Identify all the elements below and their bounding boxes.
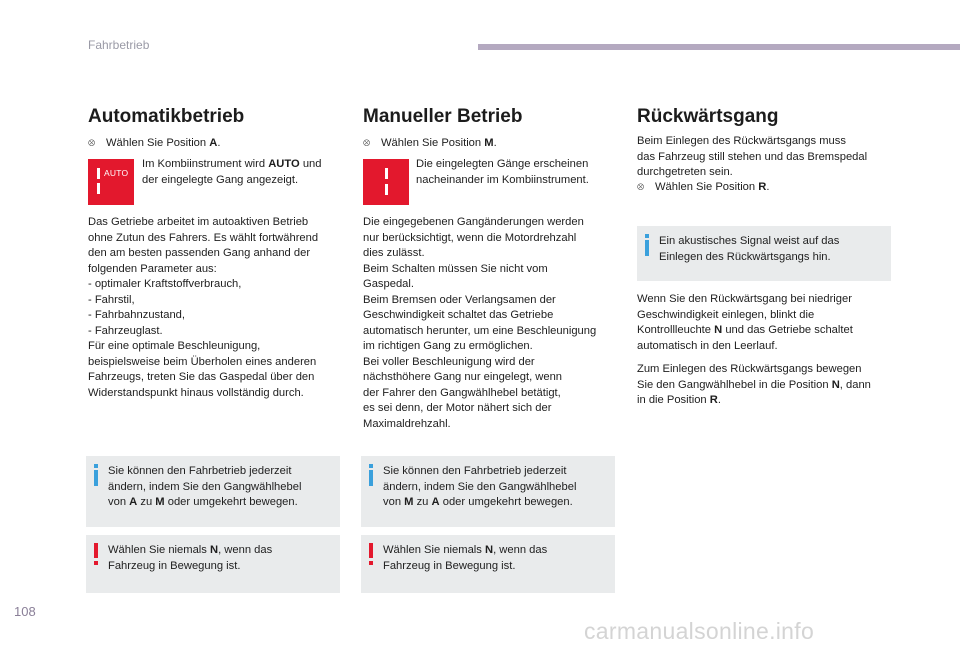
warning-icon (94, 543, 99, 565)
watermark: carmanualsonline.info (584, 618, 815, 644)
info-icon (369, 464, 374, 486)
info-icon (645, 234, 650, 256)
warning-box-col2: Wählen Sie niemals N, wenn das Fahrzeug in Bewegung ist. (361, 535, 615, 593)
auto-body-text: Das Getriebe arbeitet im autoaktiven Betrieb ohne Zutun des Fahrers. Es wählt fortwährend den am besten passenden Gang anhand der folgenden Parameter aus: - optimaler Kraftstoffverbrauch, - Fahrstil, - Fahrbahnzustand, - Fahrzeuglast. Für eine optimale Beschleunigung, beispielsweise beim Überholen eines anderen Fahrzeugs, treten Sie das Gaspedal über den Widerstandspunkt hinaus vollständig durch. (88, 216, 319, 399)
square-bullet-icon: ⮾ (88, 138, 96, 148)
manual-body-text: Die eingegebenen Gangänderungen werden nur berücksichtigt, wenn die Motordrehzahl dies zulässt. Beim Schalten müssen Sie nicht vom Gaspedal. Beim Bremsen oder Verlangsamen der Geschwindigkeit schaltet das Getriebe automatisch herunter, um eine Beschleunigung im richtigen Gang zu ermöglichen. Bei voller Beschleunigung wird der nächsthöhere Gang nur eingelegt, wenn der Fahrer den Gangwählhebel betätigt, es sei denn, der Motor nähert sich der Maximaldrehzahl. (363, 216, 597, 430)
bullet-position-m: ⮾ Wählen Sie Position M. (363, 136, 497, 152)
square-bullet-icon: ⮾ (637, 182, 645, 192)
bullet-position-a: ⮾ Wählen Sie Position A. (88, 136, 220, 152)
warning-box-col1: Wählen Sie niemals N, wenn das Fahrzeug in Bewegung ist. (86, 535, 340, 593)
header-bar (478, 44, 960, 50)
manual-indicator-icon (363, 159, 409, 205)
auto-indicator-text: Im Kombiinstrument wird AUTO und der eingelegte Gang angezeigt. (142, 158, 322, 186)
manual-indicator-text: Die eingelegten Gänge erscheinen nacheinander im Kombiinstrument. (416, 158, 589, 186)
info-icon (94, 464, 99, 486)
info-box-col1: Sie können den Fahrbetrieb jederzeit ändern, indem Sie den Gangwählhebel von A zu M oder umgekehrt bewegen. (86, 456, 340, 527)
section-header: Fahrbetrieb (88, 38, 150, 52)
title-rueckwaertsgang: Rückwärtsgang (637, 106, 779, 127)
page-number: 108 (14, 604, 36, 619)
reverse-paragraph-2: Zum Einlegen des Rückwärtsgangs bewegen Sie den Gangwählhebel in die Position N, dann in die Position R. (637, 363, 871, 406)
title-automatikbetrieb: Automatikbetrieb (88, 106, 245, 127)
info-box-col3: Ein akustisches Signal weist auf das Einlegen des Rückwärtsgangs hin. (637, 226, 891, 281)
square-bullet-icon: ⮾ (363, 138, 371, 148)
reverse-intro-text: Beim Einlegen des Rückwärtsgangs muss das Fahrzeug still stehen und das Bremspedal durchgetreten sein. (637, 135, 868, 178)
warning-icon (369, 543, 374, 565)
reverse-paragraph-1: Wenn Sie den Rückwärtsgang bei niedriger Geschwindigkeit einlegen, blinkt die Kontrollleuchte N und das Getriebe schaltet automatisch in den Leerlauf. (637, 293, 853, 352)
title-manueller-betrieb: Manueller Betrieb (363, 106, 523, 127)
info-box-col2: Sie können den Fahrbetrieb jederzeit ändern, indem Sie den Gangwählhebel von M zu A oder umgekehrt bewegen. (361, 456, 615, 527)
bullet-position-r: ⮾ Wählen Sie Position R. (637, 180, 769, 196)
auto-indicator-icon: AUTO (88, 159, 134, 205)
